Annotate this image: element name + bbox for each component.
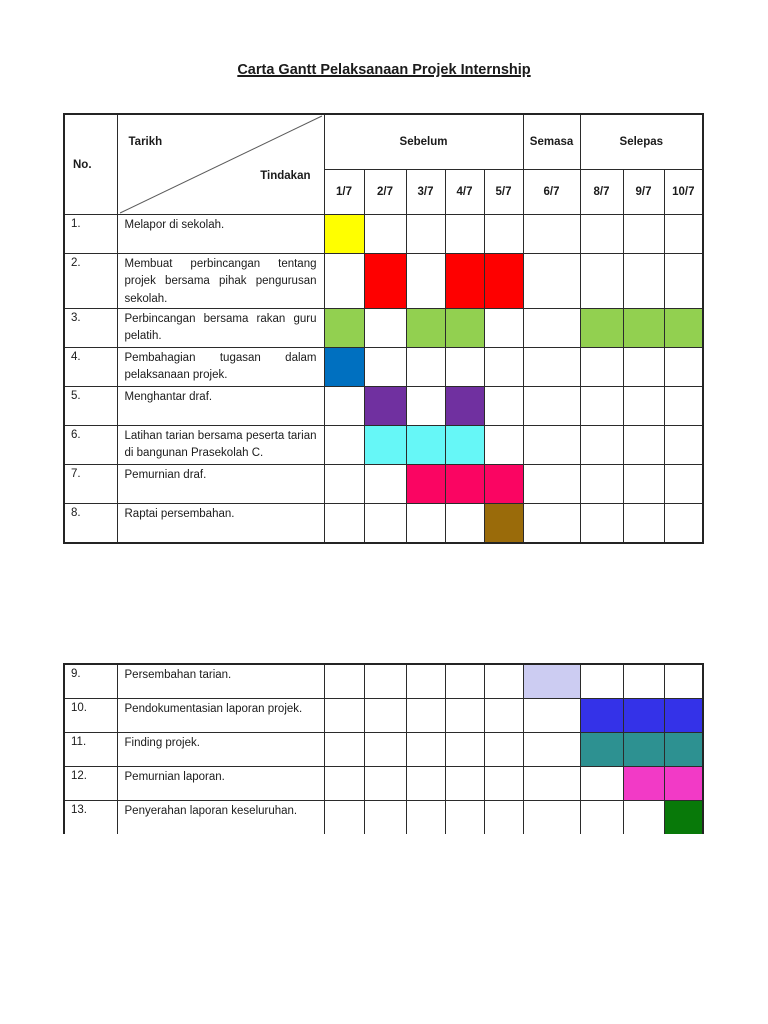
task-row-10 (64, 699, 703, 733)
task-label: Pemurnian draf. (117, 464, 324, 503)
gantt-cell-10-7-empty (664, 347, 703, 386)
row-number: 11. (64, 733, 117, 767)
gantt-cell-10-7-teal (664, 733, 703, 767)
task-row-7 (64, 464, 703, 503)
gantt-cell-3-7-empty (406, 664, 445, 699)
date-header-5-7: 5/7 (484, 170, 523, 215)
gantt-cell-1-7-empty (324, 386, 364, 425)
gantt-cell-9-7-light_green (623, 308, 664, 347)
tarikh-tindakan-header (117, 114, 324, 215)
row-number: 7. (64, 464, 117, 503)
gantt-cell-4-7-light_green (445, 308, 484, 347)
gantt-cell-3-7-empty (406, 801, 445, 835)
gantt-cell-4-7-empty (445, 767, 484, 801)
gantt-cell-1-7-empty (324, 254, 364, 309)
gantt-cell-5-7-empty (484, 215, 523, 254)
gantt-cell-3-7-rose_pink (406, 464, 445, 503)
gantt-cell-3-7-empty (406, 767, 445, 801)
gantt-cell-8-7-teal (580, 733, 623, 767)
gantt-cell-4-7-empty (445, 503, 484, 543)
gantt-cell-2-7-empty (364, 347, 406, 386)
date-header-2-7: 2/7 (364, 170, 406, 215)
gantt-cell-5-7-empty (484, 308, 523, 347)
row-number: 2. (64, 254, 117, 309)
gantt-cell-10-7-empty (664, 425, 703, 464)
gantt-cell-8-7-empty (580, 801, 623, 835)
gantt-cell-2-7-purple (364, 386, 406, 425)
gantt-cell-5-7-empty (484, 699, 523, 733)
gantt-cell-8-7-empty (580, 425, 623, 464)
task-label: Pembahagian tugasan dalam pelaksanaan projek. (117, 347, 324, 386)
gantt-cell-1-7-empty (324, 425, 364, 464)
row-number: 12. (64, 767, 117, 801)
gantt-cell-5-7-empty (484, 801, 523, 835)
page-title (0, 62, 768, 78)
gantt-cell-4-7-cyan (445, 425, 484, 464)
gantt-cell-6-7-empty (523, 254, 580, 309)
row-number: 9. (64, 664, 117, 699)
row-number: 13. (64, 801, 117, 835)
gantt-cell-1-7-empty (324, 699, 364, 733)
gantt-cell-10-7-empty (664, 664, 703, 699)
gantt-cell-4-7-purple (445, 386, 484, 425)
gantt-cell-1-7-blue (324, 347, 364, 386)
gantt-cell-6-7-empty (523, 503, 580, 543)
phase-header-semasa: Semasa (523, 114, 580, 170)
task-label: Melapor di sekolah. (117, 215, 324, 254)
task-row-1 (64, 215, 703, 254)
task-label: Menghantar draf. (117, 386, 324, 425)
gantt-cell-9-7-magenta (623, 767, 664, 801)
phase-header-row (64, 114, 703, 170)
gantt-cell-2-7-empty (364, 215, 406, 254)
gantt-cell-1-7-empty (324, 503, 364, 543)
gantt-table-upper (63, 113, 704, 544)
gantt-cell-8-7-empty (580, 347, 623, 386)
page-title-text: Carta Gantt Pelaksanaan Projek Internship (237, 62, 531, 78)
no-column-header: No. (64, 114, 117, 215)
task-label: Membuat perbincangan tentang projek bersama pihak pengurusan sekolah. (117, 254, 324, 309)
gantt-cell-2-7-empty (364, 664, 406, 699)
task-label: Persembahan tarian. (117, 664, 324, 699)
tarikh-label: Tarikh (128, 136, 163, 148)
task-row-12 (64, 767, 703, 801)
gantt-cell-8-7-light_green (580, 308, 623, 347)
task-label: Finding projek. (117, 733, 324, 767)
gantt-cell-8-7-empty (580, 386, 623, 425)
gantt-cell-10-7-magenta (664, 767, 703, 801)
gantt-cell-8-7-empty (580, 767, 623, 801)
date-header-1-7: 1/7 (324, 170, 364, 215)
gantt-cell-4-7-rose_pink (445, 464, 484, 503)
gantt-cell-10-7-dark_green (664, 801, 703, 835)
gantt-cell-2-7-empty (364, 308, 406, 347)
gantt-cell-2-7-red (364, 254, 406, 309)
gantt-cell-10-7-empty (664, 386, 703, 425)
gantt-cell-1-7-empty (324, 664, 364, 699)
date-header-9-7: 9/7 (623, 170, 664, 215)
gantt-cell-9-7-empty (623, 464, 664, 503)
date-header-3-7: 3/7 (406, 170, 445, 215)
gantt-cell-5-7-empty (484, 386, 523, 425)
gantt-cell-6-7-empty (523, 801, 580, 835)
gantt-cell-1-7-empty (324, 733, 364, 767)
gantt-cell-10-7-royal_blue (664, 699, 703, 733)
gantt-cell-6-7-empty (523, 767, 580, 801)
date-header-4-7: 4/7 (445, 170, 484, 215)
gantt-cell-6-7-empty (523, 699, 580, 733)
gantt-cell-10-7-empty (664, 215, 703, 254)
gantt-cell-2-7-cyan (364, 425, 406, 464)
phase-header-selepas: Selepas (580, 114, 703, 170)
gantt-cell-5-7-empty (484, 664, 523, 699)
gantt-cell-5-7-rose_pink (484, 464, 523, 503)
gantt-cell-3-7-empty (406, 733, 445, 767)
gantt-cell-2-7-empty (364, 699, 406, 733)
gantt-cell-4-7-empty (445, 664, 484, 699)
gantt-table-lower (63, 663, 704, 834)
row-number: 10. (64, 699, 117, 733)
row-number: 6. (64, 425, 117, 464)
gantt-cell-5-7-empty (484, 733, 523, 767)
gantt-cell-8-7-empty (580, 664, 623, 699)
gantt-cell-10-7-light_green (664, 308, 703, 347)
gantt-cell-4-7-empty (445, 347, 484, 386)
gantt-cell-9-7-empty (623, 215, 664, 254)
task-row-11 (64, 733, 703, 767)
row-number: 4. (64, 347, 117, 386)
task-row-6 (64, 425, 703, 464)
gantt-cell-10-7-empty (664, 254, 703, 309)
gantt-cell-8-7-royal_blue (580, 699, 623, 733)
date-header-8-7: 8/7 (580, 170, 623, 215)
gantt-cell-6-7-empty (523, 308, 580, 347)
gantt-cell-2-7-empty (364, 767, 406, 801)
phase-header-sebelum: Sebelum (324, 114, 523, 170)
tindakan-label: Tindakan (260, 170, 311, 182)
gantt-cell-8-7-empty (580, 215, 623, 254)
row-number: 3. (64, 308, 117, 347)
gantt-cell-10-7-empty (664, 464, 703, 503)
gantt-cell-3-7-empty (406, 503, 445, 543)
gantt-cell-5-7-empty (484, 347, 523, 386)
gantt-cell-4-7-empty (445, 733, 484, 767)
gantt-cell-3-7-light_green (406, 308, 445, 347)
gantt-cell-10-7-empty (664, 503, 703, 543)
gantt-cell-1-7-light_green (324, 308, 364, 347)
task-row-13 (64, 801, 703, 835)
task-row-2 (64, 254, 703, 309)
gantt-cell-6-7-empty (523, 386, 580, 425)
gantt-cell-3-7-empty (406, 254, 445, 309)
gantt-cell-4-7-red (445, 254, 484, 309)
gantt-cell-6-7-empty (523, 733, 580, 767)
date-header-10-7: 10/7 (664, 170, 703, 215)
gantt-cell-9-7-empty (623, 425, 664, 464)
gantt-cell-5-7-empty (484, 767, 523, 801)
gantt-cell-3-7-empty (406, 215, 445, 254)
task-label: Latihan tarian bersama peserta tarian di bangunan Prasekolah C. (117, 425, 324, 464)
gantt-cell-1-7-empty (324, 767, 364, 801)
gantt-cell-3-7-empty (406, 347, 445, 386)
gantt-cell-4-7-empty (445, 215, 484, 254)
gantt-cell-2-7-empty (364, 801, 406, 835)
gantt-cell-2-7-empty (364, 733, 406, 767)
gantt-cell-4-7-empty (445, 801, 484, 835)
gantt-cell-4-7-empty (445, 699, 484, 733)
task-label: Pemurnian laporan. (117, 767, 324, 801)
task-label: Raptai persembahan. (117, 503, 324, 543)
gantt-cell-5-7-empty (484, 425, 523, 464)
task-row-9 (64, 664, 703, 699)
gantt-cell-9-7-empty (623, 254, 664, 309)
gantt-cell-9-7-empty (623, 503, 664, 543)
gantt-cell-5-7-red (484, 254, 523, 309)
gantt-cell-5-7-brown (484, 503, 523, 543)
task-row-8 (64, 503, 703, 543)
task-label: Penyerahan laporan keseluruhan. (117, 801, 324, 835)
gantt-cell-8-7-empty (580, 503, 623, 543)
gantt-cell-3-7-empty (406, 699, 445, 733)
task-row-3 (64, 308, 703, 347)
gantt-cell-6-7-empty (523, 425, 580, 464)
row-number: 8. (64, 503, 117, 543)
gantt-cell-8-7-empty (580, 254, 623, 309)
gantt-cell-1-7-empty (324, 801, 364, 835)
task-row-4 (64, 347, 703, 386)
date-header-6-7: 6/7 (523, 170, 580, 215)
gantt-cell-6-7-empty (523, 464, 580, 503)
task-row-5 (64, 386, 703, 425)
gantt-cell-9-7-teal (623, 733, 664, 767)
gantt-cell-1-7-empty (324, 464, 364, 503)
gantt-cell-9-7-empty (623, 347, 664, 386)
task-label: Pendokumentasian laporan projek. (117, 699, 324, 733)
diagonal-divider-line (118, 115, 324, 214)
gantt-cell-2-7-empty (364, 503, 406, 543)
gantt-cell-6-7-empty (523, 347, 580, 386)
row-number: 1. (64, 215, 117, 254)
gantt-cell-8-7-empty (580, 464, 623, 503)
gantt-cell-9-7-empty (623, 664, 664, 699)
gantt-cell-6-7-lavender (523, 664, 580, 699)
row-number: 5. (64, 386, 117, 425)
gantt-cell-9-7-empty (623, 801, 664, 835)
gantt-cell-3-7-cyan (406, 425, 445, 464)
gantt-cell-3-7-empty (406, 386, 445, 425)
gantt-cell-9-7-royal_blue (623, 699, 664, 733)
gantt-cell-2-7-empty (364, 464, 406, 503)
task-label: Perbincangan bersama rakan guru pelatih. (117, 308, 324, 347)
gantt-cell-9-7-empty (623, 386, 664, 425)
gantt-cell-6-7-empty (523, 215, 580, 254)
gantt-cell-1-7-yellow (324, 215, 364, 254)
